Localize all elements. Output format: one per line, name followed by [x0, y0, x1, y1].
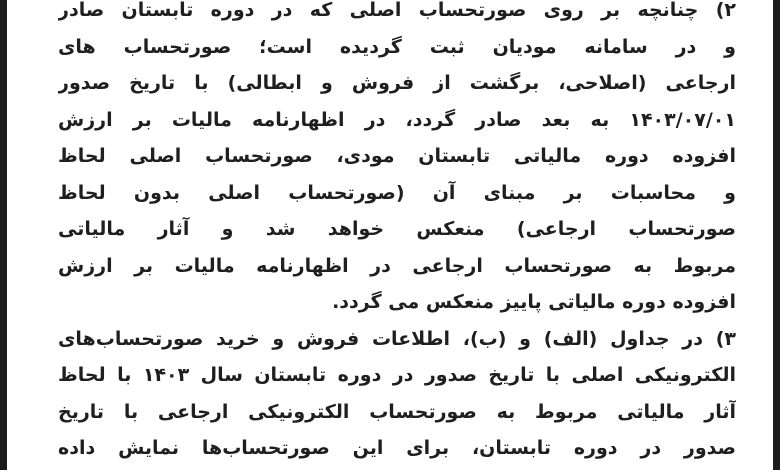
text-line: افزوده دوره مالیاتی پاییز منعکس می گردد. [332, 291, 736, 313]
text-line: ارجاعی (اصلاحی، برگشت از فروش و ابطالی) با تاریخ صدور [58, 72, 736, 94]
text-line: آثار مالیاتی مربوط به صورتحساب الکترونیکی ارجاعی با تاریخ [58, 400, 736, 423]
text-line: صدور در دوره تابستان، برای این صورتحساب‌ها نمایش داده [58, 437, 736, 459]
text-line: ۳) در جداول (الف) و (ب)، اطلاعات فروش و خرید صورتحساب‌های [58, 327, 736, 350]
text-line: و در سامانه مودیان ثبت گردیده است؛ صورتحساب های [58, 35, 736, 58]
text-line: الکترونیکی اصلی با تاریخ صدور در دوره تابستان سال ۱۴۰۳ با لحاظ [58, 364, 736, 386]
body-text [58, 0, 736, 467]
text-line: ۲) چنانچه بر روی صورتحساب اصلی که در دوره تابستان صادر [58, 0, 736, 21]
text-line: افزوده دوره مالیاتی تابستان مودی، صورتحساب اصلی لحاظ [58, 145, 736, 167]
right-border-bar [773, 0, 780, 470]
text-line: مربوط به صورتحساب ارجاعی در اظهارنامه مالیات بر ارزش [58, 254, 736, 277]
left-border-bar [0, 0, 7, 470]
text-line: و محاسبات بر مبنای آن (صورتحساب اصلی بدون لحاظ [58, 181, 736, 204]
text-line: صورتحساب ارجاعی) منعکس خواهد شد و آثار مالیاتی [58, 218, 736, 240]
text-line: ۱۴۰۳/۰۷/۰۱ به بعد صادر گردد، در اظهارنامه مالیات بر ارزش [58, 108, 736, 131]
